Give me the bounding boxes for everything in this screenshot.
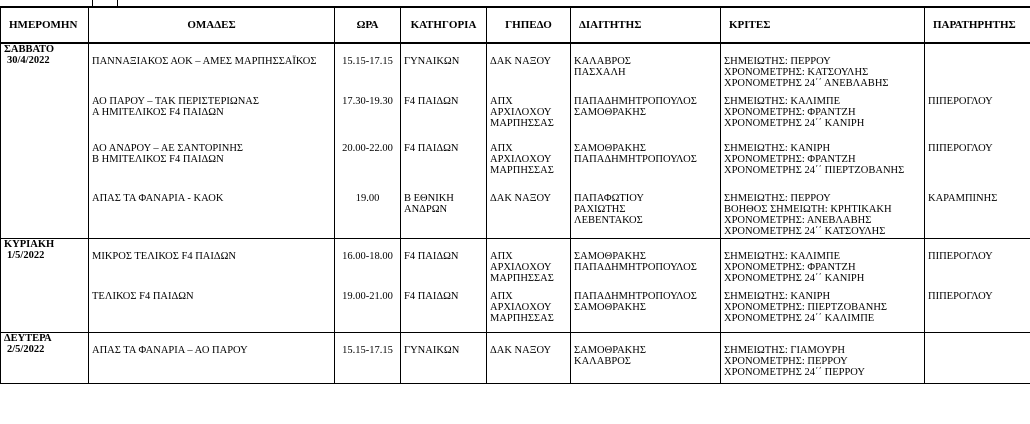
- category-line: F4 ΠΑΙΔΩΝ: [404, 291, 459, 302]
- team-line: ΠΑΝΝΑΞΙΑΚΟΣ ΑΟΚ – ΑΜΕΣ ΜΑΡΠΗΣΣΑΪΚΟΣ: [92, 56, 317, 67]
- time-cell: [335, 43, 401, 90]
- table-row: [1, 332, 1030, 383]
- venue-cell: [487, 43, 571, 90]
- teams-cell: [89, 285, 335, 332]
- observer-cell: [925, 332, 1030, 383]
- day-cell: [1, 238, 89, 332]
- category-line: ΑΝΔΡΩΝ: [404, 204, 448, 215]
- header-observer: ΠΑΡΑΤΗΡΗΤΗΣ: [925, 7, 1030, 43]
- observer-text: ΚΑΡΑΜΠΙΝΗΣ: [928, 193, 998, 204]
- judges-cell: [721, 238, 925, 285]
- judge-line: ΣΗΜΕΙΩΤΗΣ: ΚΑΛΙΜΠΕ: [724, 96, 841, 107]
- venue-cell: [487, 285, 571, 332]
- header-venue: ΓΗΠΕΔΟ: [487, 7, 571, 43]
- table-row: [1, 238, 1030, 285]
- judges-cell: [721, 137, 925, 187]
- time-text: 19.00-21.00: [342, 291, 393, 302]
- team-line: ΑΠΑΣ ΤΑ ΦΑΝΑΡΙΑ – ΑΟ ΠΑΡΟΥ: [92, 344, 248, 356]
- teams-cell: [89, 187, 335, 238]
- category-cell: [401, 332, 487, 383]
- referee-cell: [571, 137, 721, 187]
- header-judges: ΚΡΙΤΕΣ: [721, 7, 925, 43]
- observer-text: ΠΙΠΕΡΟΓΛΟΥ: [928, 250, 993, 262]
- observer-cell: [925, 285, 1030, 332]
- judge-line: ΧΡΟΝΟΜΕΤΡΗΣ: ΑΝΕΒΛΑΒΗΣ: [724, 215, 872, 226]
- teams-cell: [89, 238, 335, 285]
- venue-cell: [487, 137, 571, 187]
- teams-cell: [89, 137, 335, 187]
- category-line: F4 ΠΑΙΔΩΝ: [404, 143, 459, 154]
- day-cell: [1, 332, 89, 383]
- judge-line: ΣΗΜΕΙΩΤΗΣ: ΠΕΡΡΟΥ: [724, 193, 831, 204]
- judge-line: ΧΡΟΝΟΜΕΤΡΗΣ: ΠΙΕΡΤΖΟΒΑΝΗΣ: [724, 302, 888, 313]
- team-line: ΜΙΚΡΟΣ ΤΕΛΙΚΟΣ F4 ΠΑΙΔΩΝ: [92, 250, 237, 262]
- venue-line: ΜΑΡΠΗΣΣΑΣ: [490, 118, 554, 129]
- venue-line: ΔΑΚ ΝΑΞΟΥ: [490, 193, 552, 204]
- observer-text: ΠΙΠΕΡΟΓΛΟΥ: [928, 96, 993, 107]
- referee-line: ΣΑΜΟΘΡΑΚΗΣ: [574, 302, 646, 313]
- judge-line: ΧΡΟΝΟΜΕΤΡΗΣ: ΦΡΑΝΤΖΗ: [724, 261, 856, 273]
- header-referee: ΔΙΑΙΤΗΤΗΣ: [571, 7, 721, 43]
- referee-cell: [571, 238, 721, 285]
- header-date: ΗΜΕΡΟΜΗΝ: [1, 7, 89, 43]
- time-text: 17.30-19.30: [342, 96, 393, 107]
- team-line: Α ΗΜΙΤΕΛΙΚΟΣ F4 ΠΑΙΔΩΝ: [92, 107, 224, 118]
- day-name: ΣΑΒΒΑΤΟ: [4, 44, 54, 55]
- schedule-body: [1, 43, 1030, 383]
- venue-line: ΑΡΧΙΛΟΧΟΥ: [490, 302, 552, 313]
- referee-line: ΡΑΧΙΩΤΗΣ: [574, 204, 626, 215]
- referee-line: ΣΑΜΟΘΡΑΚΗΣ: [574, 143, 646, 154]
- referee-cell: [571, 43, 721, 90]
- header-teams: ΟΜΑΔΕΣ: [89, 7, 335, 43]
- referee-line: ΣΑΜΟΘΡΑΚΗΣ: [574, 107, 646, 118]
- team-line: ΑΠΑΣ ΤΑ ΦΑΝΑΡΙΑ - ΚΑΟΚ: [92, 193, 224, 204]
- category-cell: [401, 137, 487, 187]
- category-line: ΓΥΝΑΙΚΩΝ: [404, 56, 460, 67]
- time-cell: [335, 332, 401, 383]
- category-cell: [401, 90, 487, 137]
- schedule-table: [0, 6, 1030, 384]
- judges-cell: [721, 90, 925, 137]
- category-cell: [401, 43, 487, 90]
- referee-line: ΛΕΒΕΝΤΑΚΟΣ: [574, 215, 643, 226]
- day-date: 2/5/2022: [7, 343, 45, 355]
- time-cell: [335, 285, 401, 332]
- referee-line: ΠΑΠΑΔΗΜΗΤΡΟΠΟΥΛΟΣ: [574, 96, 697, 107]
- day-date: 30/4/2022: [7, 55, 50, 66]
- judge-line: ΧΡΟΝΟΜΕΤΡΗΣ 24΄΄ ΚΑΝΙΡΗ: [724, 118, 865, 129]
- time-cell: [335, 90, 401, 137]
- referee-line: ΚΑΛΑΒΡΟΣ: [574, 355, 631, 367]
- day-date: 1/5/2022: [7, 249, 45, 261]
- category-line: F4 ΠΑΙΔΩΝ: [404, 96, 459, 107]
- category-cell: [401, 285, 487, 332]
- table-row: [1, 187, 1030, 238]
- header-category: ΚΑΤΗΓΟΡΙΑ: [401, 7, 487, 43]
- referee-line: ΣΑΜΟΘΡΑΚΗΣ: [574, 250, 646, 262]
- referee-cell: [571, 90, 721, 137]
- referee-line: ΣΑΜΟΘΡΑΚΗΣ: [574, 344, 646, 356]
- judges-cell: [721, 187, 925, 238]
- judge-line: ΒΟΗΘΟΣ ΣΗΜΕΙΩΤΗ: ΚΡΗΤΙΚΑΚΗ: [724, 204, 892, 215]
- judges-cell: [721, 43, 925, 90]
- judge-line: ΧΡΟΝΟΜΕΤΡΗΣ: ΠΕΡΡΟΥ: [724, 355, 848, 367]
- judge-line: ΧΡΟΝΟΜΕΤΡΗΣ: ΚΑΤΣΟΥΛΗΣ: [724, 67, 869, 78]
- venue-line: ΑΡΧΙΛΟΧΟΥ: [490, 261, 552, 273]
- judge-line: ΧΡΟΝΟΜΕΤΡΗΣ 24΄΄ ΠΕΡΡΟΥ: [724, 366, 865, 378]
- observer-cell: [925, 43, 1030, 90]
- table-row: [1, 137, 1030, 187]
- judge-line: ΧΡΟΝΟΜΕΤΡΗΣ 24΄΄ ΠΙΕΡΤΖΟΒΑΝΗΣ: [724, 165, 905, 176]
- teams-cell: [89, 90, 335, 137]
- time-cell: [335, 238, 401, 285]
- referee-line: ΚΑΛΑΒΡΟΣ: [574, 56, 631, 67]
- table-row: [1, 285, 1030, 332]
- judges-cell: [721, 332, 925, 383]
- judge-line: ΣΗΜΕΙΩΤΗΣ: ΠΕΡΡΟΥ: [724, 56, 831, 67]
- referee-cell: [571, 187, 721, 238]
- team-line: Β ΗΜΙΤΕΛΙΚΟΣ F4 ΠΑΙΔΩΝ: [92, 154, 224, 165]
- judges-cell: [721, 285, 925, 332]
- time-cell: [335, 187, 401, 238]
- judge-line: ΧΡΟΝΟΜΕΤΡΗΣ 24΄΄ ΚΑΝΙΡΗ: [724, 272, 865, 284]
- venue-cell: [487, 90, 571, 137]
- venue-cell: [487, 187, 571, 238]
- time-cell: [335, 137, 401, 187]
- judge-line: ΣΗΜΕΙΩΤΗΣ: ΚΑΝΙΡΗ: [724, 143, 831, 154]
- team-line: ΑΟ ΠΑΡΟΥ – ΤΑΚ ΠΕΡΙΣΤΕΡΙΩΝΑΣ: [92, 96, 259, 107]
- venue-line: ΜΑΡΠΗΣΣΑΣ: [490, 165, 554, 176]
- referee-line: ΠΑΠΑΦΩΤΙΟΥ: [574, 193, 644, 204]
- day-name: ΚΥΡΙΑΚΗ: [4, 238, 55, 250]
- day-name: ΔΕΥΤΕΡΑ: [4, 332, 52, 344]
- judge-line: ΧΡΟΝΟΜΕΤΡΗΣ: ΦΡΑΝΤΖΗ: [724, 107, 856, 118]
- referee-cell: [571, 285, 721, 332]
- time-text: 16.00-18.00: [342, 250, 393, 262]
- referee-line: ΠΑΣΧΑΛΗ: [574, 67, 626, 78]
- header-row: [1, 7, 1030, 43]
- venue-line: ΑΠΧ: [490, 143, 513, 154]
- teams-cell: [89, 43, 335, 90]
- header-time: ΩΡΑ: [335, 7, 401, 43]
- time-text: 19.00: [355, 193, 380, 204]
- referee-line: ΠΑΠΑΔΗΜΗΤΡΟΠΟΥΛΟΣ: [574, 154, 697, 165]
- referee-cell: [571, 332, 721, 383]
- category-line: Β ΕΘΝΙΚΗ: [404, 193, 454, 204]
- venue-line: ΜΑΡΠΗΣΣΑΣ: [490, 313, 554, 324]
- judge-line: ΧΡΟΝΟΜΕΤΡΗΣ 24΄΄ ΑΝΕΒΛΑΒΗΣ: [724, 78, 889, 89]
- venue-line: ΑΡΧΙΛΟΧΟΥ: [490, 154, 552, 165]
- venue-line: ΜΑΡΠΗΣΣΑΣ: [490, 272, 554, 284]
- time-text: 15.15-17.15: [342, 344, 393, 356]
- venue-line: ΑΠΧ: [490, 250, 513, 262]
- venue-line: ΔΑΚ ΝΑΞΟΥ: [490, 344, 552, 356]
- venue-line: ΑΡΧΙΛΟΧΟΥ: [490, 107, 552, 118]
- observer-cell: [925, 90, 1030, 137]
- referee-line: ΠΑΠΑΔΗΜΗΤΡΟΠΟΥΛΟΣ: [574, 261, 697, 273]
- observer-cell: [925, 238, 1030, 285]
- day-cell: [1, 43, 89, 238]
- judge-line: ΧΡΟΝΟΜΕΤΡΗΣ 24΄΄ ΚΑΛΙΜΠΕ: [724, 313, 875, 324]
- venue-line: ΔΑΚ ΝΑΞΟΥ: [490, 56, 552, 67]
- teams-cell: [89, 332, 335, 383]
- time-text: 20.00-22.00: [342, 143, 393, 154]
- referee-line: ΠΑΠΑΔΗΜΗΤΡΟΠΟΥΛΟΣ: [574, 291, 697, 302]
- category-line: ΓΥΝΑΙΚΩΝ: [404, 344, 460, 356]
- observer-cell: [925, 187, 1030, 238]
- team-line: ΤΕΛΙΚΟΣ F4 ΠΑΙΔΩΝ: [92, 291, 194, 302]
- category-line: F4 ΠΑΙΔΩΝ: [404, 250, 459, 262]
- observer-text: ΠΙΠΕΡΟΓΛΟΥ: [928, 143, 993, 154]
- judge-line: ΣΗΜΕΙΩΤΗΣ: ΚΑΛΙΜΠΕ: [724, 250, 841, 262]
- table-row: [1, 43, 1030, 90]
- venue-line: ΑΠΧ: [490, 96, 513, 107]
- team-line: ΑΟ ΑΝΔΡΟΥ – ΑΕ ΣΑΝΤΟΡΙΝΗΣ: [92, 143, 244, 154]
- judge-line: ΣΗΜΕΙΩΤΗΣ: ΓΙΑΜΟΥΡΗ: [724, 344, 845, 356]
- time-text: 15.15-17.15: [342, 56, 393, 67]
- observer-text: ΠΙΠΕΡΟΓΛΟΥ: [928, 291, 993, 302]
- judge-line: ΧΡΟΝΟΜΕΤΡΗΣ: ΦΡΑΝΤΖΗ: [724, 154, 856, 165]
- table-row: [1, 90, 1030, 137]
- judge-line: ΣΗΜΕΙΩΤΗΣ: ΚΑΝΙΡΗ: [724, 291, 831, 302]
- venue-cell: [487, 332, 571, 383]
- category-cell: [401, 238, 487, 285]
- venue-cell: [487, 238, 571, 285]
- observer-cell: [925, 137, 1030, 187]
- judge-line: ΧΡΟΝΟΜΕΤΡΗΣ 24΄΄ ΚΑΤΣΟΥΛΗΣ: [724, 226, 886, 237]
- venue-line: ΑΠΧ: [490, 291, 513, 302]
- category-cell: [401, 187, 487, 238]
